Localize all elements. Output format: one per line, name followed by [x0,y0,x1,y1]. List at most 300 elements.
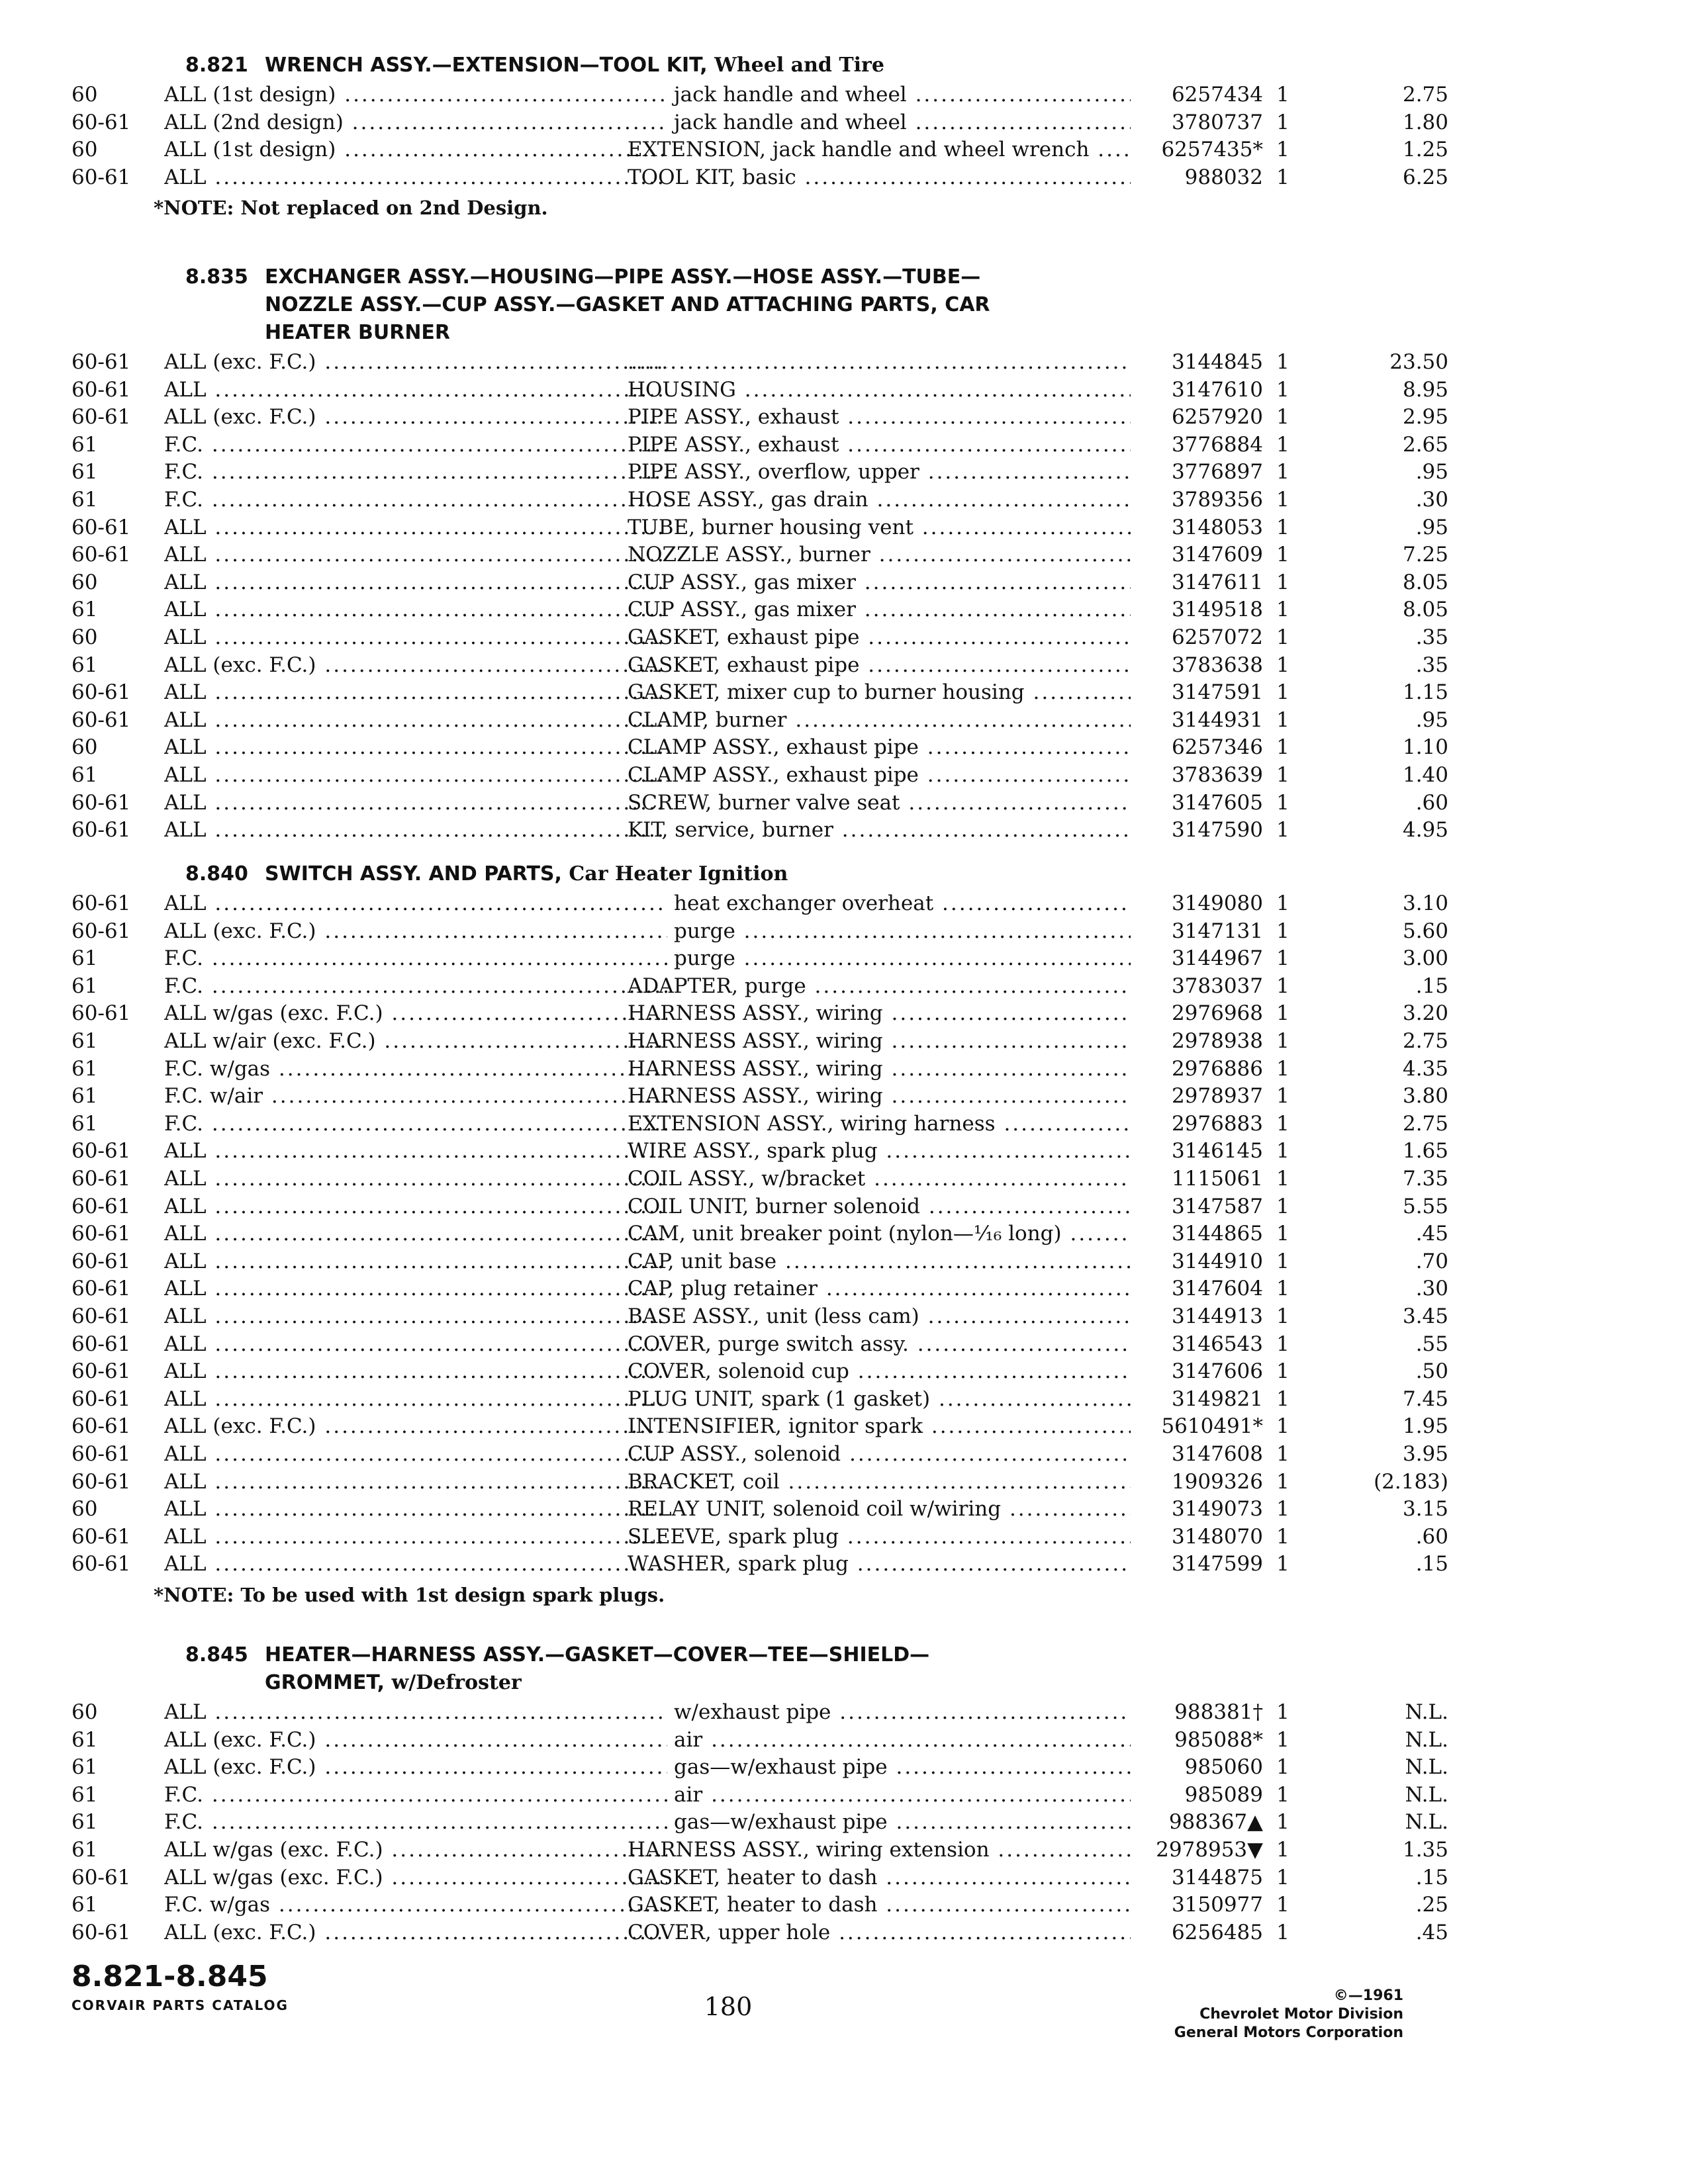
quantity: 1 [1276,818,1289,842]
model-year: 60-61 [71,1249,131,1273]
quantity: 1 [1276,350,1289,374]
footer-copyright [1174,1987,1403,2042]
part-row [71,403,1448,431]
part-description: PLUG UNIT, spark (1 gasket) ..... [628,1385,1184,1413]
part-row [71,1698,1448,1726]
model-applicability: F.C. ..... [164,944,667,972]
list-price: 1.80 [1402,110,1448,134]
part-row [71,596,1448,623]
part-number: 2978938 [1131,1027,1263,1055]
list-price: .45 [1415,1222,1448,1246]
model-year: 60 [71,735,98,760]
list-price: 7.45 [1402,1387,1448,1411]
quantity: 1 [1276,110,1289,134]
model-year: 60 [71,83,98,107]
model-applicability: ALL ..... [164,1330,667,1358]
model-applicability: ALL (exc. F.C.) ..... [164,917,667,945]
part-row [71,1110,1448,1138]
part-description: NOZZLE ASSY., burner ..... [628,541,1184,569]
quantity: 1 [1276,1029,1289,1053]
model-year: 60-61 [71,1332,131,1356]
part-number: 6256485 [1131,1919,1263,1946]
part-description: PIPE ASSY., overflow, upper ..... [628,458,1184,486]
list-price: 2.75 [1402,1111,1448,1136]
part-description: air ..... [628,1781,1184,1809]
model-applicability: ALL ..... [164,376,667,404]
part-row [71,1302,1448,1330]
quantity: 1 [1276,1469,1289,1494]
model-year: 60 [71,1497,98,1522]
section-title-line [185,263,1125,291]
part-number: 3147591 [1131,678,1263,706]
part-row [71,81,1448,109]
model-applicability: ALL (exc. F.C.) ..... [164,1412,667,1440]
part-number: 3147599 [1131,1550,1263,1578]
list-price: .15 [1415,974,1448,998]
list-price: 5.55 [1402,1194,1448,1218]
quantity: 1 [1276,1865,1289,1889]
model-applicability: ALL ..... [164,1550,667,1578]
model-year: 60-61 [71,1001,131,1026]
list-price: .95 [1415,515,1448,539]
quantity: 1 [1276,598,1289,622]
part-number: 3146145 [1131,1137,1263,1165]
part-number: 3149080 [1131,889,1263,917]
part-row [71,1753,1448,1781]
model-year: 61 [71,488,98,512]
list-price: 4.95 [1402,818,1448,842]
quantity: 1 [1276,946,1289,971]
model-year: 60 [71,1700,98,1724]
model-applicability: ALL (exc. F.C.) ..... [164,403,667,431]
part-description: heat exchanger overheat ..... [628,889,1184,917]
quantity: 1 [1276,625,1289,649]
model-year: 61 [71,598,98,622]
part-number: 3144845 [1131,348,1263,376]
list-price: 8.05 [1402,598,1448,622]
part-description [628,348,1184,376]
model-applicability: ALL ..... [164,733,667,761]
part-description: COIL ASSY., w/bracket ..... [628,1165,1184,1193]
list-price: N.L. [1405,1700,1448,1724]
part-number: 6257920 [1131,403,1263,431]
model-year: 61 [71,763,98,787]
model-applicability: F.C. ..... [164,1808,667,1836]
part-number: 3149073 [1131,1495,1263,1523]
model-applicability: ALL ..... [164,1440,667,1468]
list-price: 3.95 [1402,1442,1448,1466]
model-applicability: ALL ..... [164,1220,667,1248]
part-number: 3783638 [1131,651,1263,679]
model-year: 60-61 [71,1387,131,1411]
model-year: 60-61 [71,680,131,705]
part-number: 988032 [1131,163,1263,191]
quantity: 1 [1276,405,1289,430]
quantity: 1 [1276,83,1289,107]
part-description: jack handle and wheel ..... [628,81,1184,109]
part-number: 3776884 [1131,431,1263,459]
part-description: GASKET, exhaust pipe ..... [628,623,1184,651]
list-price: 2.75 [1402,1029,1448,1053]
section-heading [185,52,1125,79]
part-number: 6257434 [1131,81,1263,109]
part-number: 3780737 [1131,109,1263,136]
section-title: GROMMET, [265,1671,385,1694]
part-row [71,1055,1448,1083]
list-price: 1.65 [1402,1139,1448,1163]
list-price: N.L. [1405,1727,1448,1752]
part-row [71,1836,1448,1864]
model-applicability: F.C. ..... [164,431,667,459]
quantity: 1 [1276,707,1289,732]
part-number: 988381† [1131,1698,1263,1726]
part-row [71,1357,1448,1385]
section-title: WRENCH ASSY.—EXTENSION—TOOL KIT, [265,54,708,77]
part-number: 3147609 [1131,541,1263,569]
part-row [71,163,1448,191]
model-applicability: F.C. w/gas ..... [164,1055,667,1083]
part-row [71,1523,1448,1551]
part-row [71,1330,1448,1358]
list-price: 2.65 [1402,432,1448,457]
model-applicability: F.C. ..... [164,486,667,514]
quantity: 1 [1276,1332,1289,1356]
model-year: 61 [71,1111,98,1136]
model-year: 61 [71,653,98,677]
model-year: 60-61 [71,1552,131,1576]
list-price: 8.95 [1402,377,1448,402]
quantity: 1 [1276,1387,1289,1411]
model-year: 61 [71,1810,98,1835]
model-applicability: ALL ..... [164,623,667,651]
list-price: N.L. [1405,1755,1448,1780]
list-price: .50 [1415,1359,1448,1384]
part-description: RELAY UNIT, solenoid coil w/wiring ..... [628,1495,1184,1523]
part-number: 2976883 [1131,1110,1263,1138]
page-number: 180 [704,1992,753,2021]
part-row [71,1891,1448,1919]
model-applicability: ALL ..... [164,596,667,623]
part-number: 1115061 [1131,1165,1263,1193]
model-applicability: ALL w/gas (exc. F.C.) ..... [164,1864,667,1891]
model-applicability: ALL ..... [164,1193,667,1220]
quantity: 1 [1276,1810,1289,1835]
quantity: 1 [1276,1782,1289,1807]
part-number: 2976886 [1131,1055,1263,1083]
model-applicability: ALL ..... [164,1523,667,1551]
part-description: SCREW, burner valve seat ..... [628,789,1184,817]
part-description: EXTENSION, jack handle and wheel wrench ..... [628,136,1184,163]
part-description: air ..... [628,1726,1184,1754]
list-price: 1.35 [1402,1838,1448,1862]
model-year: 60-61 [71,790,131,815]
part-row [71,1468,1448,1496]
part-description: GASKET, heater to dash ..... [628,1864,1184,1891]
model-year: 60-61 [71,377,131,402]
part-row [71,1165,1448,1193]
list-price: 4.35 [1402,1056,1448,1081]
model-year: 60-61 [71,1359,131,1384]
part-description: BASE ASSY., unit (less cam) ..... [628,1302,1184,1330]
model-applicability: ALL ..... [164,1302,667,1330]
list-price: .30 [1415,1277,1448,1301]
part-description: CUP ASSY., gas mixer ..... [628,569,1184,596]
part-row [71,136,1448,163]
model-year: 60-61 [71,891,131,915]
model-applicability: ALL ..... [164,1248,667,1275]
part-description: PIPE ASSY., exhaust ..... [628,403,1184,431]
model-applicability: F.C. ..... [164,1110,667,1138]
part-number: 3147590 [1131,816,1263,844]
list-price: .15 [1415,1552,1448,1576]
model-applicability: ALL ..... [164,1137,667,1165]
part-description: COIL UNIT, burner solenoid ..... [628,1193,1184,1220]
model-year: 61 [71,1838,98,1862]
list-price: 1.15 [1402,680,1448,705]
list-price: .30 [1415,488,1448,512]
part-row [71,458,1448,486]
model-applicability: ALL ..... [164,678,667,706]
part-row [71,1440,1448,1468]
model-year: 61 [71,1029,98,1053]
part-row [71,761,1448,789]
list-price: (2.183) [1374,1469,1448,1494]
part-number: 3147608 [1131,1440,1263,1468]
part-row [71,486,1448,514]
list-price: 7.35 [1402,1167,1448,1191]
section-title-line [185,1641,1125,1669]
part-number: 3147604 [1131,1275,1263,1302]
model-year: 60-61 [71,707,131,732]
list-price: 1.95 [1402,1414,1448,1439]
part-row [71,348,1448,376]
part-description: COVER, upper hole ..... [628,1919,1184,1946]
model-year: 60-61 [71,515,131,539]
model-applicability: F.C. w/gas ..... [164,1891,667,1919]
part-number: 6257435* [1131,136,1263,163]
part-row [71,678,1448,706]
section-title-line [185,860,1125,888]
model-applicability: ALL ..... [164,1468,667,1496]
model-applicability: ALL ..... [164,889,667,917]
part-description: WASHER, spark plug ..... [628,1550,1184,1578]
part-description: TOOL KIT, basic ..... [628,163,1184,191]
model-applicability: ALL (exc. F.C.) ..... [164,348,667,376]
part-number: 6257346 [1131,733,1263,761]
model-year: 60-61 [71,350,131,374]
quantity: 1 [1276,543,1289,567]
part-description: purge ..... [628,944,1184,972]
section-title: NOZZLE ASSY.—CUP ASSY.—GASKET AND ATTACHING PARTS, CAR [265,293,990,316]
model-applicability: ALL ..... [164,706,667,734]
quantity: 1 [1276,763,1289,787]
part-description: CUP ASSY., solenoid ..... [628,1440,1184,1468]
quantity: 1 [1276,1700,1289,1724]
quantity: 1 [1276,1414,1289,1439]
part-row [71,917,1448,945]
model-applicability: F.C. ..... [164,1781,667,1809]
model-applicability: ALL ..... [164,1385,667,1413]
section-title-line [185,1669,1125,1697]
model-year: 60-61 [71,405,131,430]
list-price: 6.25 [1402,165,1448,189]
list-price: 3.80 [1402,1084,1448,1109]
part-description: HARNESS ASSY., wiring ..... [628,1027,1184,1055]
part-description: PIPE ASSY., exhaust ..... [628,431,1184,459]
model-applicability: ALL w/air (exc. F.C.) ..... [164,1027,667,1055]
list-price: 3.45 [1402,1304,1448,1328]
part-description: BRACKET, coil ..... [628,1468,1184,1496]
section-title: HEATER—HARNESS ASSY.—GASKET—COVER—TEE—SHIELD— [265,1643,930,1666]
list-price: .95 [1415,707,1448,732]
quantity: 1 [1276,1277,1289,1301]
model-applicability: ALL ..... [164,541,667,569]
model-year: 61 [71,432,98,457]
quantity: 1 [1276,735,1289,760]
section-heading [185,860,1125,888]
section-title-line [185,52,1125,79]
model-applicability: F.C. ..... [164,458,667,486]
quantity: 1 [1276,515,1289,539]
model-year: 61 [71,1755,98,1780]
model-year: 60 [71,570,98,594]
model-year: 60-61 [71,1920,131,1944]
quantity: 1 [1276,1084,1289,1109]
part-row [71,789,1448,817]
part-description: CLAMP ASSY., exhaust pipe ..... [628,733,1184,761]
section-note: *NOTE: Not replaced on 2nd Design. [154,197,548,220]
copyright-year: ©—1961 [1333,1987,1403,2004]
part-description: HARNESS ASSY., wiring ..... [628,1055,1184,1083]
model-year: 60-61 [71,1469,131,1494]
part-description: GASKET, mixer cup to burner housing ..... [628,678,1184,706]
quantity: 1 [1276,1001,1289,1026]
quantity: 1 [1276,1442,1289,1466]
quantity: 1 [1276,570,1289,594]
part-number: 3147587 [1131,1193,1263,1220]
part-description: jack handle and wheel ..... [628,109,1184,136]
quantity: 1 [1276,1167,1289,1191]
part-row [71,541,1448,569]
part-row [71,1808,1448,1836]
quantity: 1 [1276,1249,1289,1273]
model-applicability: ALL ..... [164,761,667,789]
quantity: 1 [1276,138,1289,162]
section-title: EXCHANGER ASSY.—HOUSING—PIPE ASSY.—HOSE ASSY.—TUBE— [265,265,981,289]
part-number: 3144875 [1131,1864,1263,1891]
model-applicability: ALL ..... [164,1275,667,1302]
footer-section-code: 8.821-8.845 [71,1960,268,1993]
list-price: 1.40 [1402,763,1448,787]
quantity: 1 [1276,790,1289,815]
section-number: 8.840 [185,862,248,886]
section-heading [185,1641,1125,1697]
model-year: 60-61 [71,110,131,134]
quantity: 1 [1276,1893,1289,1917]
part-number: 6257072 [1131,623,1263,651]
list-price: 3.10 [1402,891,1448,915]
part-number: 3776897 [1131,458,1263,486]
quantity: 1 [1276,377,1289,402]
part-number: 985060 [1131,1753,1263,1781]
part-description: SLEEVE, spark plug ..... [628,1523,1184,1551]
quantity: 1 [1276,680,1289,705]
part-row [71,376,1448,404]
model-applicability: F.C. ..... [164,972,667,1000]
part-number: 2978937 [1131,1082,1263,1110]
list-price: .95 [1415,460,1448,484]
model-applicability: ALL (2nd design) ..... [164,109,667,136]
section-number: 8.845 [185,1643,248,1666]
part-row [71,109,1448,136]
quantity: 1 [1276,1194,1289,1218]
part-number: 3144913 [1131,1302,1263,1330]
part-row [71,1781,1448,1809]
model-year: 60-61 [71,165,131,189]
part-description: gas—w/exhaust pipe ..... [628,1753,1184,1781]
model-year: 60-61 [71,1304,131,1328]
part-number: 2978953▼ [1131,1836,1263,1864]
part-number: 3144931 [1131,706,1263,734]
section-subtitle: Car Heater Ignition [569,862,788,886]
model-applicability: ALL (exc. F.C.) ..... [164,1726,667,1754]
model-applicability: ALL ..... [164,514,667,541]
part-number: 3783037 [1131,972,1263,1000]
model-year: 60-61 [71,1139,131,1163]
part-number: 3147611 [1131,569,1263,596]
model-applicability: ALL ..... [164,1165,667,1193]
list-price: .60 [1415,790,1448,815]
model-applicability: ALL ..... [164,569,667,596]
part-number: 3146543 [1131,1330,1263,1358]
part-number: 3149821 [1131,1385,1263,1413]
part-description: CAM, unit breaker point (nylon—⅟₁₆ long) ..... [628,1220,1184,1248]
list-price: 23.50 [1389,350,1448,374]
part-row [71,1919,1448,1946]
part-number: 3144865 [1131,1220,1263,1248]
model-year: 61 [71,460,98,484]
quantity: 1 [1276,1304,1289,1328]
part-description: COVER, solenoid cup ..... [628,1357,1184,1385]
part-description: HOSE ASSY., gas drain ..... [628,486,1184,514]
part-row [71,1385,1448,1413]
part-row [71,1248,1448,1275]
model-year: 60-61 [71,1194,131,1218]
part-row [71,1726,1448,1754]
part-description: w/exhaust pipe ..... [628,1698,1184,1726]
model-applicability: ALL ..... [164,1357,667,1385]
part-description: CAP, unit base ..... [628,1248,1184,1275]
model-applicability: ALL w/gas (exc. F.C.) ..... [164,1836,667,1864]
part-row [71,1193,1448,1220]
part-description: CAP, plug retainer ..... [628,1275,1184,1302]
quantity: 1 [1276,891,1289,915]
model-applicability: ALL ..... [164,163,667,191]
model-applicability: ALL (1st design) ..... [164,136,667,163]
list-price: .35 [1415,653,1448,677]
part-row [71,1550,1448,1578]
model-year: 60-61 [71,543,131,567]
part-row [71,514,1448,541]
list-price: .35 [1415,625,1448,649]
part-row [71,733,1448,761]
part-row [71,889,1448,917]
part-row [71,1275,1448,1302]
list-price: 2.75 [1402,83,1448,107]
model-applicability: ALL ..... [164,816,667,844]
quantity: 1 [1276,1524,1289,1549]
part-description: purge ..... [628,917,1184,945]
